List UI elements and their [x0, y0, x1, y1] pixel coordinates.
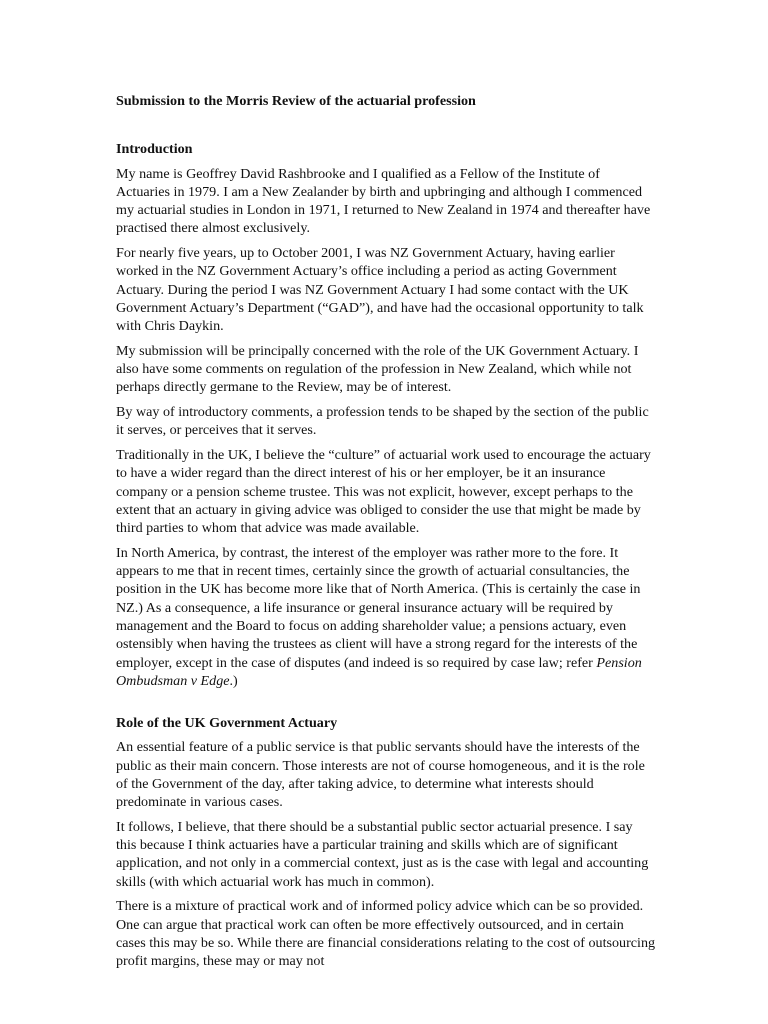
section-heading-introduction: Introduction: [116, 141, 193, 158]
paragraph: [116, 544, 656, 690]
paragraph: My name is Geoffrey David Rashbrooke and I qualified as a Fellow of the Institute of Actuaries in 1979. I am a New Zealander by birth and upbringing and although I commenced my actuarial studies in London in 1971, I returned to New Zealand in 1974 and thereafter have practised there almost exclusively.: [116, 165, 651, 237]
paragraph: An essential feature of a public service is that public servants should have the interests of the public as their main concern. Those interests are not of course homogeneous, and it is the role of the Government of the day, after taking advice, to determine what interests should predominate in various cases.: [116, 739, 645, 811]
paragraph: There is a mixture of practical work and of informed policy advice which can be so provided. One can argue that practical work can often be more effectively outsourced, and in certain cases this may be so. While there are financial considerations relating to the cost of outsourcing profit margins, these may or may not: [116, 898, 656, 970]
document-title: Submission to the Morris Review of the actuarial profession: [116, 93, 476, 109]
document-body: [116, 92, 656, 977]
paragraph: By way of introductory comments, a profession tends to be shaped by the section of the public it serves, or perceives that it serves.: [116, 404, 649, 439]
paragraph: It follows, I believe, that there should be a substantial public sector actuarial presence. I say this because I think actuaries have a particular training and skills which are of significant application, and not only in a commercial context, just as is the case with legal and accounting skills (with which actuarial work has much in common).: [116, 818, 649, 890]
case-citation: Pension Ombudsman v Edge: [116, 654, 642, 689]
paragraph-text: In North America, by contrast, the interest of the employer was rather more to the fore. It appears to me that in recent times, certainly since the growth of actuarial consultancies, the position in the UK has become more like that of North America. (This is certainly the case in NZ.) As a consequence, a life insurance or general insurance actuary will be required by management and the Board to focus on adding shareholder value; a pensions actuary, even ostensibly when having the trustees as client will have a strong regard for the interests of the employer, except in the case of disputes (and indeed is so required by case law; refer: [116, 544, 641, 671]
section-heading-role-of-uk-government-actuary: Role of the UK Government Actuary: [116, 715, 338, 732]
paragraph: My submission will be principally concerned with the role of the UK Government Actuary. I also have some comments on regulation of the profession in New Zealand, which while not perhaps directly germane to the Review, may be of interest.: [116, 342, 639, 396]
paragraph-suffix: .): [229, 672, 238, 689]
paragraph: Traditionally in the UK, I believe the “culture” of actuarial work used to encourage the actuary to have a wider regard than the direct interest of his or her employer, be it an insurance company or a pension scheme trustee. This was not explicit, however, except perhaps to the extent that an actuary in giving advice was obliged to consider the use that might be made by third parties to whom that advice was made available.: [116, 446, 651, 537]
paragraph: For nearly five years, up to October 2001, I was NZ Government Actuary, having earlier worked in the NZ Government Actuary’s office including a period as acting Government Actuary. During the period I was NZ Government Actuary I had some contact with the UK Government Actuary’s Department (“GAD”), and have had the occasional opportunity to talk with Chris Daykin.: [116, 245, 644, 335]
